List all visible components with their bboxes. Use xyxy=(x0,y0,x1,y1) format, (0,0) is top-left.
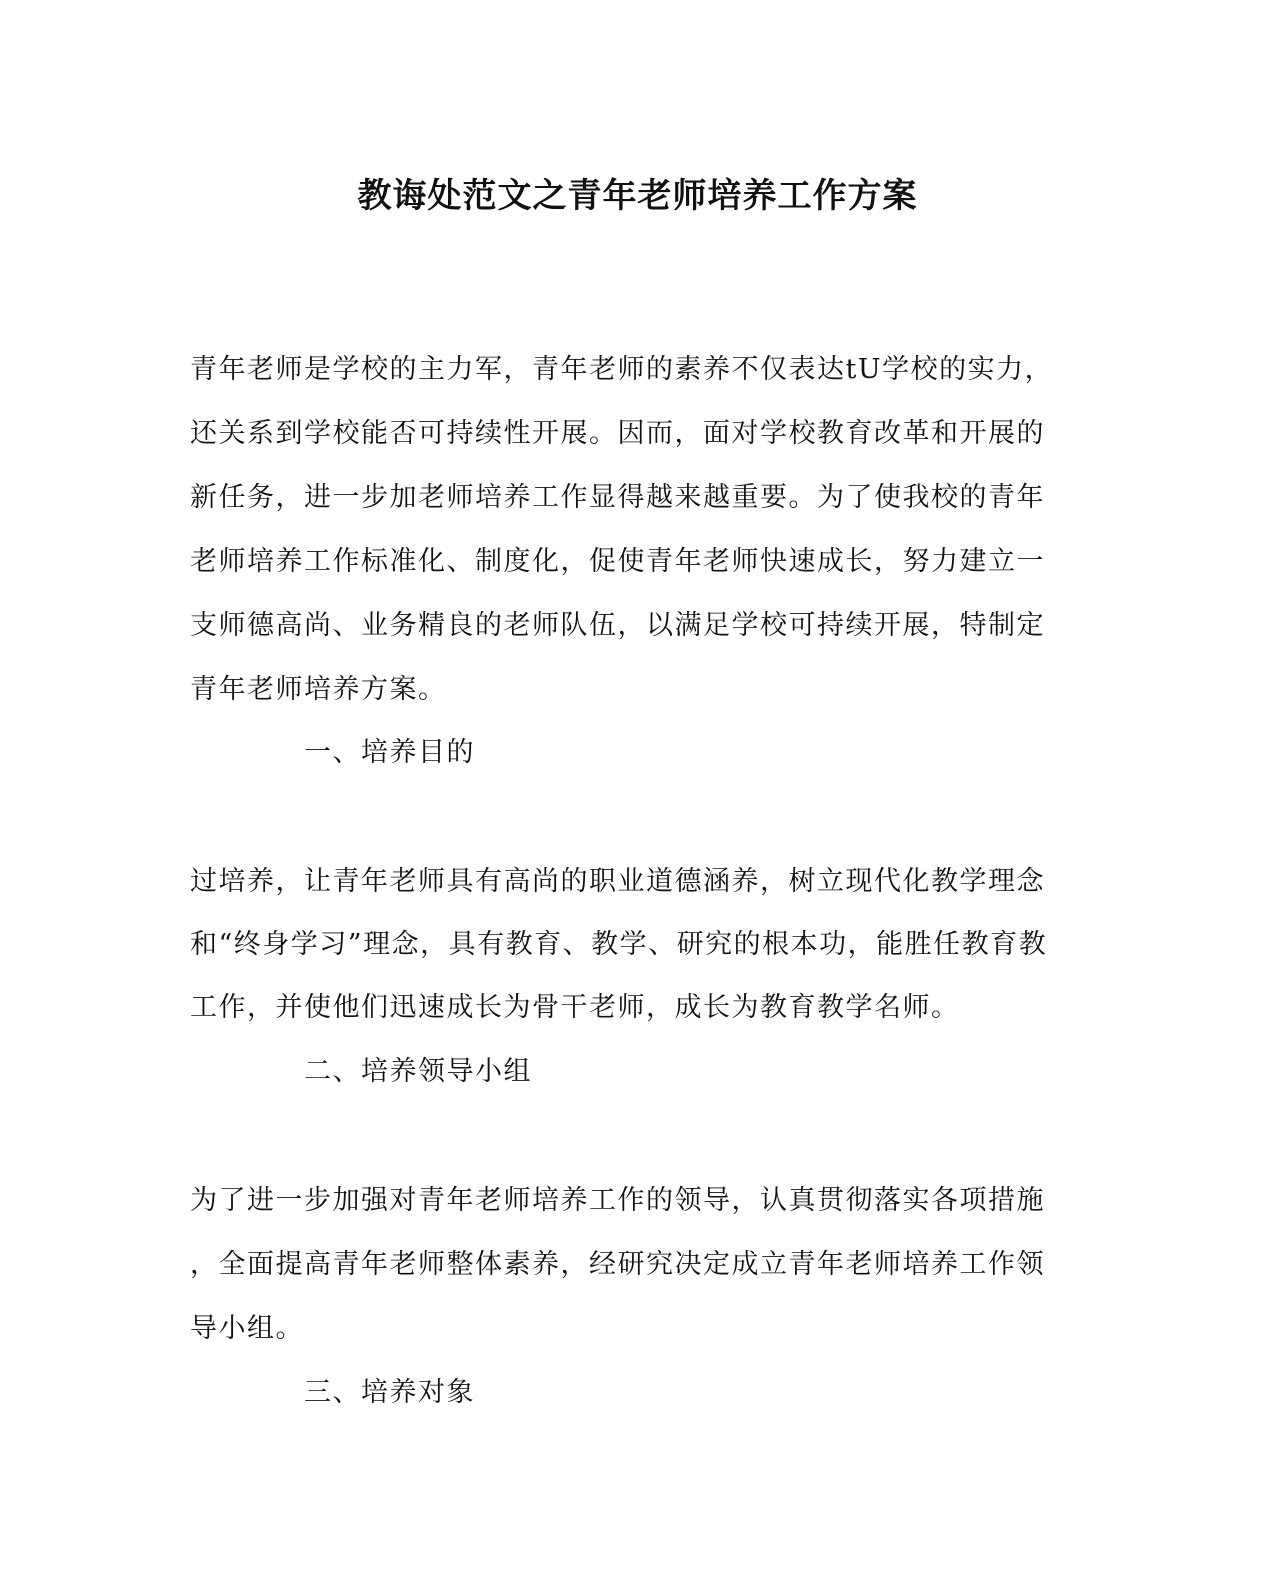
section-line: 过培养，让青年老师具有高尚的职业道德涵养，树立现代化教学理念 xyxy=(190,866,1045,897)
intro-line: 老师培养工作标准化、制度化，促使青年老师快速成长，努力建立一 xyxy=(190,546,1045,577)
section-line: ，全面提高青年老师整体素养，经研究决定成立青年老师培养工作领 xyxy=(190,1249,1045,1280)
intro-line: 新任务，进一步加老师培养工作显得越来越重要。为了使我校的青年 xyxy=(190,482,1045,513)
section-heading: 二、培养领导小组 xyxy=(304,1056,532,1087)
intro-line: 还关系到学校能否可持续性开展。因而，面对学校教育改革和开展的 xyxy=(190,418,1045,449)
section-line: 为了进一步加强对青年老师培养工作的领导，认真贯彻落实各项措施 xyxy=(190,1185,1045,1216)
document-title: 教诲处范文之青年老师培养工作方案 xyxy=(357,176,918,216)
section-heading: 三、培养对象 xyxy=(304,1377,475,1408)
section-heading: 一、培养目的 xyxy=(304,737,475,768)
section-line: 导小组。 xyxy=(190,1313,304,1344)
section-line: 工作，并使他们迅速成长为骨干老师，成长为教育教学名师。 xyxy=(190,992,960,1023)
intro-line: 青年老师培养方案。 xyxy=(190,674,447,705)
intro-line: 青年老师是学校的主力军，青年老师的素养不仅表达tU学校的实力， xyxy=(190,354,1054,385)
intro-line: 支师德高尚、业务精良的老师队伍，以满足学校可持续开展，特制定 xyxy=(190,610,1045,641)
section-line: 和“终身学习”理念，具有教育、教学、研究的根本功，能胜任教育教 xyxy=(190,929,1048,960)
